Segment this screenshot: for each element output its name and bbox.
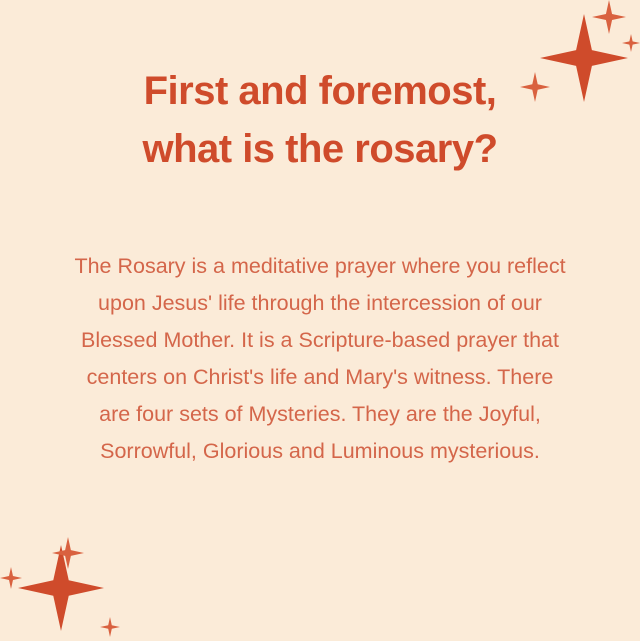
star-tiny-icon xyxy=(100,617,120,637)
page-title-line-1: First and foremost, xyxy=(143,69,497,113)
page-title xyxy=(0,62,640,178)
body-line-4: centers on Christ's life and Mary's witness. There xyxy=(86,365,554,389)
star-large-icon xyxy=(18,545,104,631)
body-line-1: The Rosary is a meditative prayer where you reflect xyxy=(74,254,566,278)
sparkle-cluster-bottom-left-icon xyxy=(0,511,140,641)
body-paragraph xyxy=(26,248,614,470)
page-title-line-2: what is the rosary? xyxy=(142,127,498,171)
body-line-6: Sorrowful, Glorious and Luminous mysterious. xyxy=(100,439,540,463)
star-tiny-icon xyxy=(622,34,640,52)
body-line-2: upon Jesus' life through the intercession of our xyxy=(98,291,542,315)
star-medium-icon xyxy=(52,537,84,569)
star-small-icon xyxy=(0,567,22,589)
body-line-3: Blessed Mother. It is a Scripture-based prayer that xyxy=(80,328,559,352)
body-line-5: are four sets of Mysteries. They are the Joyful, xyxy=(99,402,541,426)
star-medium-icon xyxy=(592,0,626,34)
